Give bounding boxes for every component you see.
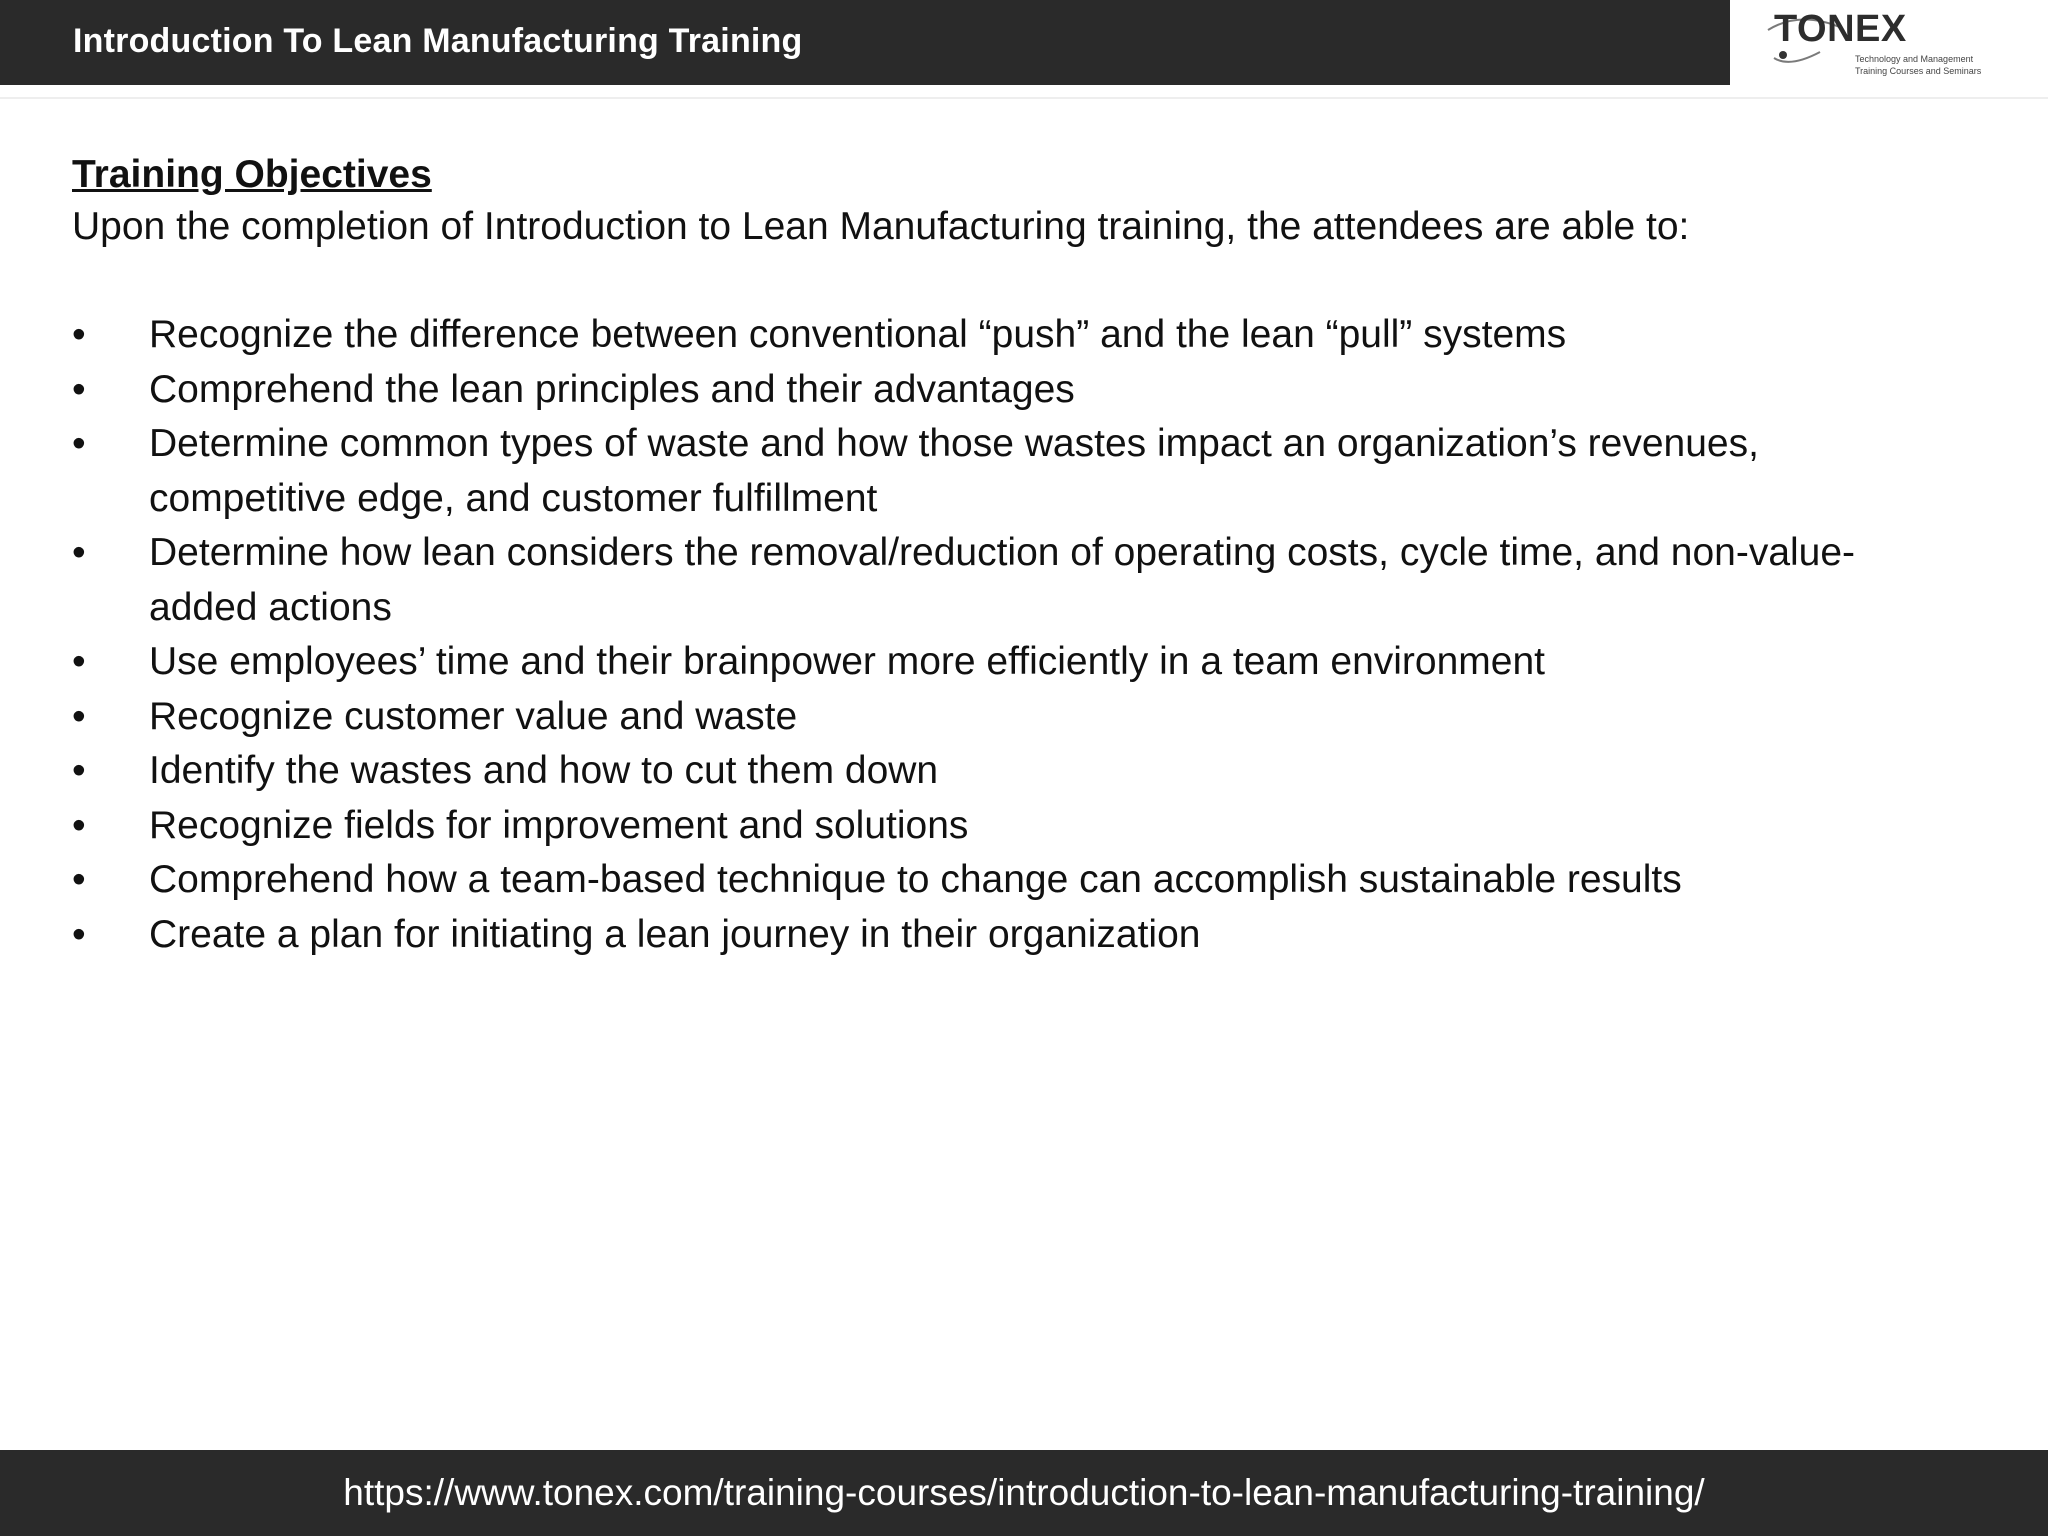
logo-tagline-2: Training Courses and Seminars xyxy=(1855,66,1982,76)
objective-item xyxy=(72,744,1949,799)
objective-text: Comprehend how a team-based technique to change can accomplish sustainable results xyxy=(149,858,1682,901)
bullet-icon: • xyxy=(72,531,86,574)
objective-item xyxy=(72,308,1949,363)
logo-wordmark: TONEX xyxy=(1774,8,1907,50)
header-divider xyxy=(0,97,2048,99)
objective-text: Use employees’ time and their brainpower more efficiently in a team environment xyxy=(149,640,1546,683)
objective-item xyxy=(72,635,1949,690)
bullet-icon: • xyxy=(72,803,86,847)
intro-paragraph: Upon the completion of Introduction to Lean Manufacturing training, the attendees are able to: xyxy=(72,205,1690,248)
bullet-icon: • xyxy=(72,858,86,901)
objective-text: Comprehend the lean principles and their advantages xyxy=(149,367,1075,411)
objective-item xyxy=(72,853,1949,908)
bullet-icon: • xyxy=(72,313,86,356)
objective-text: Identify the wastes and how to cut them down xyxy=(149,749,939,792)
objective-item xyxy=(72,908,1949,963)
objective-item xyxy=(72,799,1949,854)
objective-text: Recognize fields for improvement and solutions xyxy=(149,803,969,847)
bullet-icon: • xyxy=(72,749,86,792)
objective-text: Determine how lean considers the removal/reduction of operating costs, cycle time, and non-value-added actions xyxy=(149,531,1856,629)
objective-item xyxy=(72,526,1949,635)
objective-item xyxy=(72,363,1949,418)
bullet-icon: • xyxy=(72,912,86,956)
objective-text: Create a plan for initiating a lean journey in their organization xyxy=(149,912,1201,956)
section-heading: Training Objectives xyxy=(72,153,432,196)
slide-body xyxy=(72,150,1972,962)
objective-text: Determine common types of waste and how those wastes impact an organization’s revenues, competitive edge, and customer fulfillment xyxy=(149,422,1759,520)
objective-text: Recognize customer value and waste xyxy=(149,694,798,738)
bullet-icon: • xyxy=(72,367,86,411)
objective-item xyxy=(72,417,1949,526)
slide-title: Introduction To Lean Manufacturing Training xyxy=(73,22,803,60)
bullet-icon: • xyxy=(72,422,86,465)
bullet-icon: • xyxy=(72,694,86,738)
objectives-list xyxy=(72,308,1972,962)
logo-tagline-1: Technology and Management xyxy=(1855,54,1974,64)
bullet-icon: • xyxy=(72,640,86,683)
footer-url-link[interactable]: https://www.tonex.com/training-courses/introduction-to-lean-manufacturing-training/ xyxy=(343,1472,1705,1513)
tonex-logo xyxy=(1730,0,2048,85)
objective-item xyxy=(72,690,1949,745)
objective-text: Recognize the difference between conventional “push” and the lean “pull” systems xyxy=(149,313,1567,356)
footer-bar xyxy=(0,1450,2048,1536)
header-bar xyxy=(0,0,1730,85)
